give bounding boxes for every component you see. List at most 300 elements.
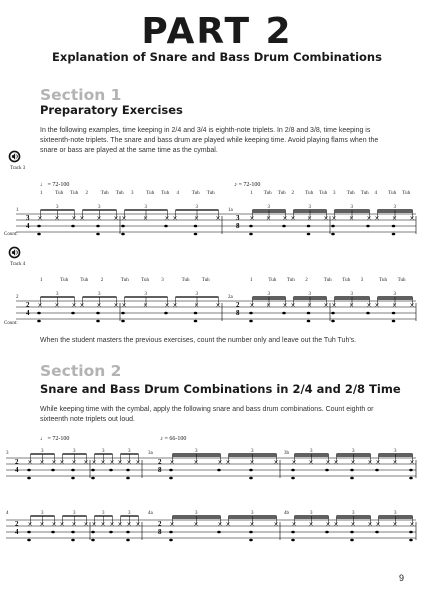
cymbal-note: × (71, 521, 77, 528)
snare-note (71, 531, 75, 534)
system-number: 1a (228, 208, 233, 213)
snare-note (96, 312, 100, 315)
cymbal-note: × (392, 302, 398, 309)
bass-note (37, 320, 41, 323)
bass-note (331, 233, 335, 236)
cymbal-note: × (225, 459, 231, 466)
system-number: 4 (6, 511, 9, 516)
time-signature-top: 2 (158, 458, 162, 466)
cymbal-note: × (249, 215, 255, 222)
snare-note (249, 469, 253, 472)
section2-subheading: Snare and Bass Drum Combinations in 2/4 and 2/8 Time (40, 382, 401, 396)
cymbal-note: × (409, 215, 415, 222)
cymbal-note: × (225, 521, 231, 528)
section1-heading: Section 1 (40, 86, 122, 104)
snare-note (71, 225, 75, 228)
system-number: 2 (16, 295, 19, 300)
time-signature-bottom: 4 (15, 466, 19, 474)
bass-note (96, 233, 100, 236)
cymbal-note: × (249, 459, 255, 466)
cymbal-note: × (307, 215, 313, 222)
bass-note (37, 233, 41, 236)
snare-note (325, 469, 329, 472)
bass-note (331, 320, 335, 323)
cymbal-note: × (374, 302, 380, 309)
bass-note (249, 539, 253, 542)
snare-note (109, 531, 113, 534)
cymbal-note: × (83, 459, 89, 466)
cymbal-note: × (143, 215, 149, 222)
cymbal-note: × (39, 459, 45, 466)
time-signature-top: 2 (15, 520, 19, 528)
snare-note (291, 469, 295, 472)
cymbal-note: × (96, 215, 102, 222)
cymbal-note: × (290, 302, 296, 309)
cymbal-note: × (172, 302, 178, 309)
triplet-mark: 3 (56, 205, 59, 210)
bass-note (91, 477, 95, 480)
cymbal-note: × (135, 521, 141, 528)
bass-note (350, 539, 354, 542)
cymbal-note: × (374, 215, 380, 222)
system-number: 4b (284, 511, 289, 516)
triplet-mark: 3 (310, 449, 313, 454)
count-syllable: Tuh (141, 278, 149, 283)
count-syllable: 1 (40, 278, 43, 283)
snare-note (91, 531, 95, 534)
snare-note (392, 225, 396, 228)
snare-note (51, 469, 55, 472)
count-syllable: Tuh (268, 278, 277, 283)
snare-note (37, 312, 41, 315)
snare-note (282, 312, 286, 315)
cymbal-note: × (273, 521, 279, 528)
cymbal-note: × (71, 215, 77, 222)
count-syllable: Tuh (80, 278, 89, 283)
count-syllable: Tuh (388, 191, 397, 196)
time-signature-bottom: 4 (26, 222, 30, 230)
triplet-mark: 3 (308, 292, 311, 297)
triplet-mark: 3 (308, 205, 311, 210)
bass-note (409, 539, 413, 542)
count-syllable: Tuh (286, 278, 295, 283)
cymbal-note: × (194, 302, 200, 309)
snare-note (409, 531, 413, 534)
cymbal-note: × (266, 215, 272, 222)
cymbal-note: × (392, 459, 398, 466)
cymbal-note: × (366, 215, 372, 222)
system-number: 4a (148, 511, 153, 516)
count-syllable: Tuh (305, 191, 314, 196)
tempo-marking: ♩ = 72-100 (40, 182, 70, 188)
triplet-mark: 3 (251, 511, 254, 516)
cymbal-note: × (54, 302, 60, 309)
cymbal-note: × (323, 302, 329, 309)
triplet-mark: 3 (41, 449, 44, 454)
snare-note (164, 225, 168, 228)
count-syllable: Tuh (120, 278, 129, 283)
cymbal-note: × (169, 521, 175, 528)
cymbal-note: × (113, 302, 119, 309)
count-syllable: Tuh (146, 191, 155, 196)
snare-note (96, 225, 100, 228)
triplet-mark: 3 (144, 205, 147, 210)
cymbal-note: × (79, 302, 85, 309)
snare-note (291, 531, 295, 534)
cymbal-note: × (117, 521, 123, 528)
snare-note (121, 312, 125, 315)
time-signature-bottom: 8 (158, 466, 162, 474)
count-syllable: Tuh (191, 191, 200, 196)
count-syllable: Tuh (201, 278, 210, 283)
snare-note (366, 312, 370, 315)
bass-note (121, 233, 125, 236)
section2-heading: Section 2 (40, 362, 122, 380)
system-number: 3a (148, 451, 153, 456)
cymbal-note: × (59, 459, 65, 466)
system-number: 3b (284, 451, 289, 456)
cymbal-note: × (164, 302, 170, 309)
snare-note (194, 225, 198, 228)
cymbal-note: × (409, 302, 415, 309)
cymbal-note: × (100, 521, 106, 528)
cymbal-note: × (333, 459, 339, 466)
track-label-3: Track 3 (10, 166, 26, 171)
count-syllable: 3 (131, 191, 134, 196)
snare-note (249, 312, 253, 315)
cymbal-note: × (27, 459, 33, 466)
cymbal-note: × (59, 521, 65, 528)
section1-paragraph: In the following examples, time keeping in 2/4 and 3/4 is eighth-note triplets. In 2/8 and 3/8, time keeping is sixteenth-note triplets. The snare and bass drum are played while keeping time. Avoid playing flams when the snare or bass are played at the same time as the cymbal. (40, 127, 379, 154)
triplet-mark: 3 (41, 511, 44, 516)
cymbal-note: × (291, 459, 297, 466)
cymbal-note: × (27, 521, 33, 528)
time-signature-top: 2 (26, 301, 30, 309)
snare-note (169, 469, 173, 472)
cymbal-note: × (325, 521, 331, 528)
count-syllable: Tuh (263, 191, 272, 196)
snare-note (375, 531, 379, 534)
bass-note (307, 233, 311, 236)
count-syllable: 3 (333, 191, 336, 196)
triplet-mark: 3 (195, 449, 198, 454)
snare-note (375, 469, 379, 472)
cymbal-note: × (249, 521, 255, 528)
tempo-marking: ♪ = 66-100 (160, 436, 187, 442)
count-syllable: 3 (161, 278, 164, 283)
cymbal-note: × (392, 521, 398, 528)
count-syllable: Tuh (181, 278, 190, 283)
cymbal-note: × (143, 302, 149, 309)
music-system-2 (0, 268, 434, 330)
cymbal-note: × (308, 521, 314, 528)
count-syllable: Tuh (60, 278, 69, 283)
cymbal-note: × (215, 215, 221, 222)
snare-note (169, 531, 173, 534)
cymbal-note: × (409, 459, 415, 466)
snare-note (27, 531, 31, 534)
cymbal-note: × (367, 521, 373, 528)
cymbal-note: × (333, 521, 339, 528)
system-number: 1 (16, 208, 19, 213)
triplet-mark: 3 (267, 205, 270, 210)
time-signature-bottom: 8 (236, 309, 240, 317)
cymbal-note: × (325, 459, 331, 466)
snare-note (325, 531, 329, 534)
count-syllable: Tuh (115, 191, 124, 196)
cymbal-note: × (273, 459, 279, 466)
snare-note (350, 531, 354, 534)
time-signature-bottom: 8 (158, 528, 162, 536)
cymbal-note: × (39, 521, 45, 528)
cymbal-note: × (113, 215, 119, 222)
count-syllable: 2 (85, 191, 88, 196)
count-label: Count: (4, 232, 18, 237)
triplet-mark: 3 (352, 449, 355, 454)
cymbal-note: × (51, 521, 57, 528)
count-syllable: 1 (40, 191, 43, 196)
cymbal-note: × (217, 459, 223, 466)
triplet-mark: 3 (56, 292, 59, 297)
snare-note (350, 469, 354, 472)
snare-note (126, 531, 130, 534)
triplet-mark: 3 (144, 292, 147, 297)
cymbal-note: × (96, 302, 102, 309)
bass-note (96, 320, 100, 323)
snare-note (126, 469, 130, 472)
bass-note (126, 539, 130, 542)
triplet-mark: 3 (251, 449, 254, 454)
bass-note (392, 320, 396, 323)
snare-note (71, 469, 75, 472)
triplet-mark: 3 (350, 292, 353, 297)
snare-note (307, 312, 311, 315)
section2-paragraph: While keeping time with the cymbal, apply the following snare and bass drum combinations. Count eighth or sixteenth note triplets out loud. (40, 406, 374, 423)
bass-note (27, 477, 31, 480)
count-syllable: Tuh (277, 191, 286, 196)
cymbal-note: × (290, 215, 296, 222)
cymbal-note: × (282, 215, 288, 222)
section1-note: When the student masters the previous exercises, count the number only and leave out the Tuh Tuh's. (40, 337, 357, 344)
count-syllable: Tuh (161, 191, 170, 196)
triplet-mark: 3 (98, 205, 101, 210)
cymbal-note: × (323, 215, 329, 222)
snare-note (331, 312, 335, 315)
tempo-marking: ♪ = 72-100 (234, 182, 261, 188)
bass-note (409, 477, 413, 480)
cymbal-note: × (409, 521, 415, 528)
count-syllable: 4 (374, 191, 377, 196)
cymbal-note: × (164, 215, 170, 222)
count-syllable: Tuh (360, 191, 369, 196)
bass-note (307, 320, 311, 323)
count-syllable: 3 (360, 278, 364, 283)
count-syllable: Tuh (319, 191, 328, 196)
cymbal-note: × (375, 521, 381, 528)
triplet-mark: 3 (195, 292, 198, 297)
cymbal-note: × (121, 302, 127, 309)
snare-note (331, 225, 335, 228)
count-syllable: 2 (305, 278, 308, 283)
triplet-mark: 3 (352, 511, 355, 516)
bass-note (291, 477, 295, 480)
count-syllable: 2 (100, 278, 104, 283)
snare-note (194, 312, 198, 315)
bass-note (91, 539, 95, 542)
snare-note (217, 531, 221, 534)
cymbal-note: × (350, 459, 356, 466)
cymbal-note: × (249, 302, 255, 309)
cymbal-note: × (169, 459, 175, 466)
cymbal-note: × (37, 302, 43, 309)
cymbal-note: × (291, 521, 297, 528)
snare-note (307, 225, 311, 228)
count-syllable: Tuh (55, 191, 64, 196)
track-label-4: Track 4 (10, 262, 26, 267)
triplet-mark: 3 (73, 511, 76, 516)
triplet-mark: 3 (128, 449, 131, 454)
count-syllable: Tuh (379, 278, 387, 283)
snare-note (91, 469, 95, 472)
snare-note (392, 312, 396, 315)
cymbal-note: × (79, 215, 85, 222)
count-syllable: 4 (176, 191, 179, 196)
count-syllable: Tuh (342, 278, 351, 283)
cymbal-note: × (350, 521, 356, 528)
time-signature-top: 2 (158, 520, 162, 528)
cymbal-note: × (37, 215, 43, 222)
cymbal-note: × (135, 459, 141, 466)
triplet-mark: 3 (393, 292, 396, 297)
bass-note (169, 477, 173, 480)
count-syllable: Tuh (100, 191, 109, 196)
cymbal-note: × (215, 302, 221, 309)
count-syllable: Tuh (402, 191, 411, 196)
cymbal-note: × (366, 302, 372, 309)
cymbal-note: × (91, 521, 97, 528)
bass-note (392, 233, 396, 236)
time-signature-bottom: 4 (26, 309, 30, 317)
page-subtitle: Explanation of Snare and Bass Drum Combinations (52, 50, 382, 64)
music-system-3 (0, 430, 434, 500)
cymbal-note: × (307, 302, 313, 309)
cymbal-note: × (126, 459, 132, 466)
cymbal-note: × (194, 215, 200, 222)
bass-note (169, 539, 173, 542)
cymbal-note: × (308, 459, 314, 466)
triplet-mark: 3 (102, 511, 105, 516)
triplet-mark: 3 (98, 292, 101, 297)
cymbal-note: × (91, 459, 97, 466)
cymbal-note: × (266, 302, 272, 309)
section1-subheading: Preparatory Exercises (40, 103, 183, 117)
cymbal-note: × (193, 459, 199, 466)
triplet-mark: 3 (394, 449, 397, 454)
cymbal-note: × (193, 521, 199, 528)
snare-note (282, 225, 286, 228)
snare-note (37, 225, 41, 228)
cymbal-note: × (331, 302, 337, 309)
page-number: 9 (398, 573, 404, 583)
triplet-mark: 3 (102, 449, 105, 454)
triplet-mark: 3 (310, 511, 313, 516)
cymbal-note: × (54, 215, 60, 222)
snare-note (249, 225, 253, 228)
bass-note (121, 320, 125, 323)
count-syllable: 2 (291, 191, 294, 196)
triplet-mark: 3 (195, 205, 198, 210)
bass-note (194, 320, 198, 323)
count-syllable: Tuh (323, 278, 332, 283)
cymbal-note: × (217, 521, 223, 528)
system-number: 2a (228, 295, 233, 300)
bass-note (71, 477, 75, 480)
time-signature-top: 3 (236, 214, 240, 222)
cymbal-note: × (71, 302, 77, 309)
count-syllable: Tuh (206, 191, 215, 196)
bass-note (194, 233, 198, 236)
bass-note (350, 477, 354, 480)
cymbal-note: × (172, 215, 178, 222)
count-syllable: Tuh (346, 191, 355, 196)
cymbal-note: × (282, 302, 288, 309)
snare-note (121, 225, 125, 228)
count-syllable: Tuh (397, 278, 406, 283)
music-system-4 (0, 500, 434, 570)
count-syllable: 1 (250, 191, 253, 196)
bass-note (291, 539, 295, 542)
cymbal-note: × (117, 459, 123, 466)
triplet-mark: 3 (195, 511, 198, 516)
triplet-mark: 3 (394, 511, 397, 516)
bass-note (249, 477, 253, 480)
triplet-mark: 3 (267, 292, 270, 297)
snare-note (217, 469, 221, 472)
cymbal-note: × (331, 215, 337, 222)
system-number: 3 (6, 451, 9, 456)
cymbal-note: × (109, 459, 115, 466)
snare-note (51, 531, 55, 534)
bass-note (249, 233, 253, 236)
snare-note (109, 469, 113, 472)
cymbal-note: × (126, 521, 132, 528)
snare-note (249, 531, 253, 534)
count-syllable: 1 (250, 278, 253, 283)
count-syllable: Tuh (70, 191, 79, 196)
time-signature-top: 2 (15, 458, 19, 466)
time-signature-bottom: 8 (236, 222, 240, 230)
triplet-mark: 3 (350, 205, 353, 210)
cymbal-note: × (349, 215, 355, 222)
time-signature-top: 2 (236, 301, 240, 309)
bass-note (249, 320, 253, 323)
page-title: PART 2 (141, 11, 293, 52)
tempo-marking: ♩ = 72-100 (40, 436, 70, 442)
triplet-mark: 3 (128, 511, 131, 516)
cymbal-note: × (392, 215, 398, 222)
time-signature-bottom: 4 (15, 528, 19, 536)
bass-note (71, 539, 75, 542)
bass-note (27, 539, 31, 542)
cymbal-note: × (83, 521, 89, 528)
time-signature-top: 3 (26, 214, 30, 222)
snare-note (27, 469, 31, 472)
snare-note (164, 312, 168, 315)
cymbal-note: × (367, 459, 373, 466)
cymbal-note: × (375, 459, 381, 466)
cymbal-note: × (51, 459, 57, 466)
count-label: Count: (4, 321, 18, 326)
